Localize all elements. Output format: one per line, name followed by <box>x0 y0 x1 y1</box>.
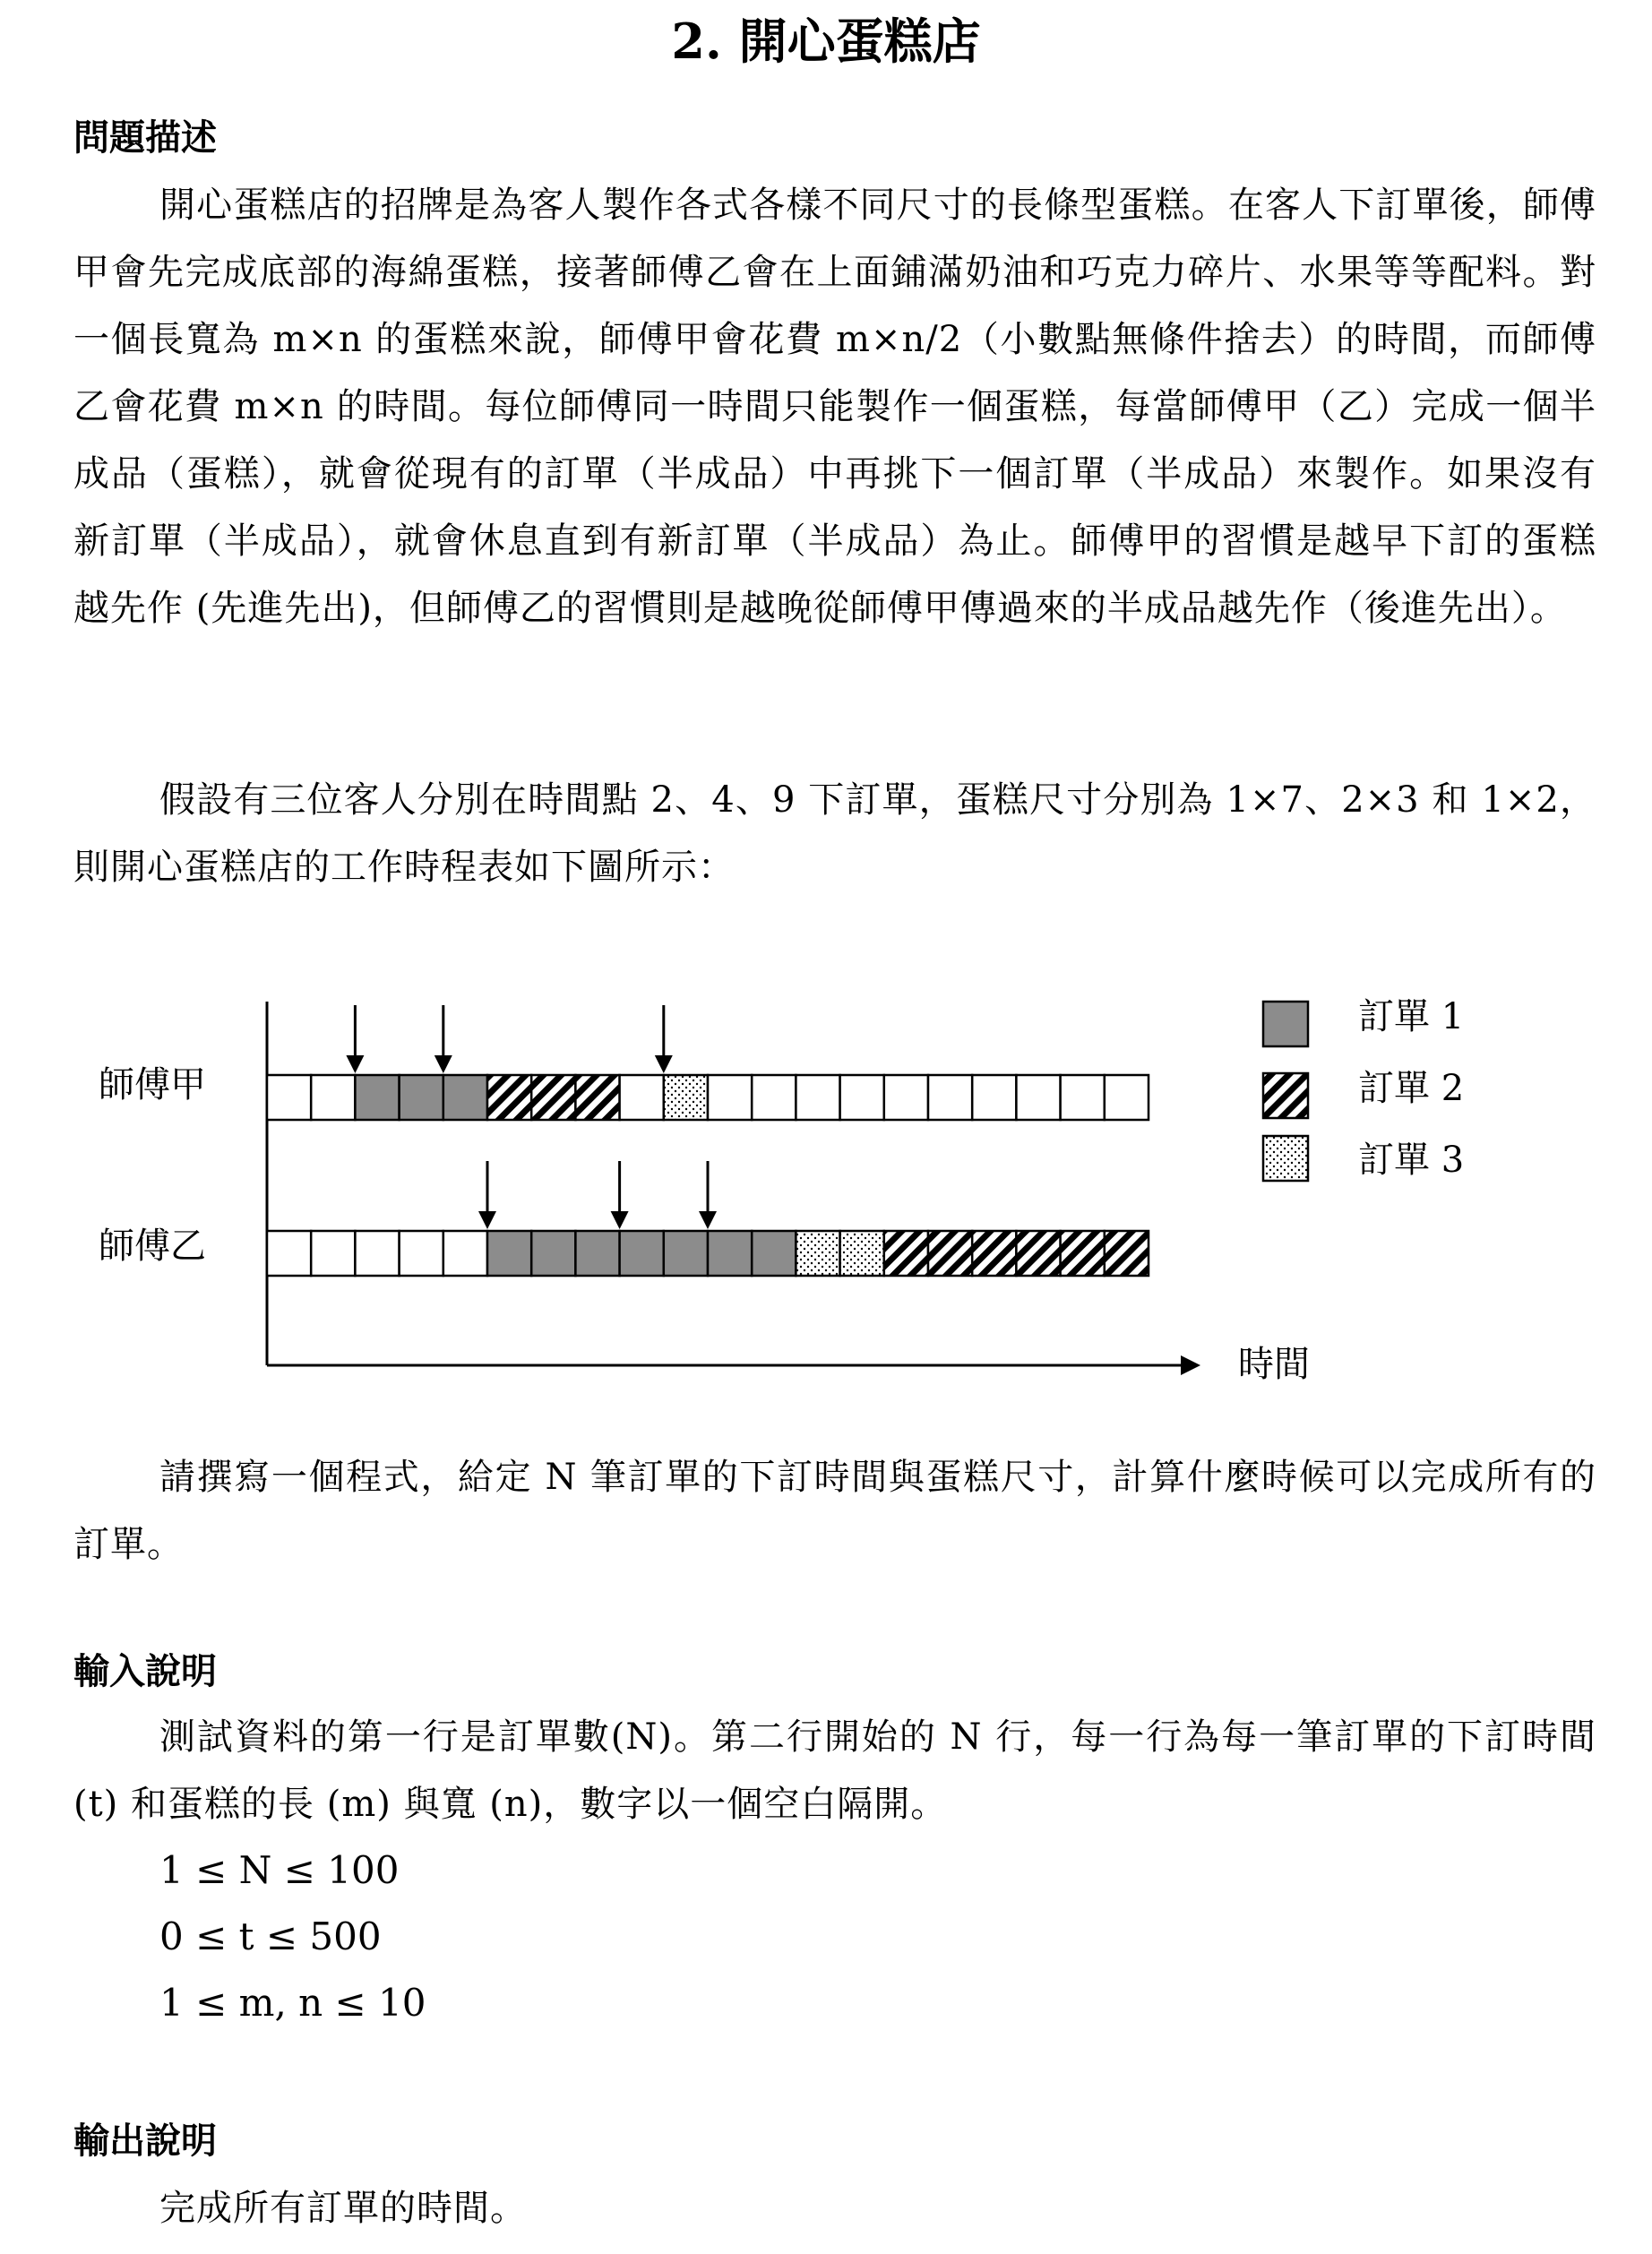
row-b-cell-10 <box>708 1231 752 1276</box>
row-b-cell-9 <box>664 1231 708 1276</box>
row-b-cell-11 <box>752 1231 796 1276</box>
row-b-cell-4 <box>443 1231 487 1276</box>
row-b-cell-6 <box>531 1231 575 1276</box>
row-a-cell-2 <box>355 1075 399 1120</box>
constraint-t: 0 ≤ t ≤ 500 <box>159 1914 382 1958</box>
row-a-arrowhead-0 <box>346 1055 364 1073</box>
row-a-label: 師傅甲 <box>99 1064 206 1105</box>
row-b-cell-16 <box>972 1231 1016 1276</box>
row-b-cell-18 <box>1061 1231 1105 1276</box>
constraint-n: 1 ≤ N ≤ 100 <box>159 1848 400 1892</box>
problem-paragraph-1: 開心蛋糕店的招牌是為客人製作各式各樣不同尺寸的長條型蛋糕。在客人下訂單後，師傅甲會先完成底部的海綿蛋糕，接著師傅乙會在上面鋪滿奶油和巧克力碎片、水果等等配料。對一個長寬為 m×n 的蛋糕來說，師傅甲會花費 m×n/2（小數點無條件捨去）的時間，而師傅乙會花費 m×n 的時間。每位師傅同一時間只能製作一個蛋糕，每當師傅甲（乙）完成一個半成品（蛋糕），就會從現有的訂單（半成品）中再挑下一個訂單（半成品）來製作。如果沒有新訂單（半成品），就會休息直到有新訂單（半成品）為止。師傅甲的習慣是越早下訂的蛋糕越先作 (先進先出)，但師傅乙的習慣則是越晚從師傅甲傳過來的半成品越先作（後進先出）。 <box>73 185 1596 629</box>
output-paragraph: 完成所有訂單的時間。 <box>159 2188 527 2229</box>
row-a-cell-3 <box>400 1075 443 1120</box>
row-a-cell-15 <box>928 1075 972 1120</box>
row-a-cell-11 <box>752 1075 796 1120</box>
constraint-mn: 1 ≤ m, n ≤ 10 <box>159 1981 426 2025</box>
row-a-cell-5 <box>487 1075 531 1120</box>
legend-swatch-order-3 <box>1263 1136 1308 1181</box>
row-a-cell-7 <box>575 1075 619 1120</box>
row-a-arrows <box>346 1005 672 1073</box>
row-b-cell-8 <box>620 1231 664 1276</box>
row-a-cell-18 <box>1061 1075 1105 1120</box>
row-b-arrowhead-0 <box>478 1211 496 1229</box>
row-a-cell-8 <box>620 1075 664 1120</box>
x-axis-arrowhead <box>1181 1355 1200 1375</box>
problem-paragraph-2: 假設有三位客人分別在時間點 2、4、9 下訂單，蛋糕尺寸分別為 1×7、2×3 和 1×2，則開心蛋糕店的工作時程表如下圖所示： <box>73 779 1596 888</box>
input-paragraph: 測試資料的第一行是訂單數(N)。第二行開始的 N 行，每一行為每一筆訂單的下訂時間 (t) 和蛋糕的長 (m) 與寬 (n)，數字以一個空白隔開。 <box>73 1716 1596 1825</box>
legend-label-order-1: 訂單 1 <box>1358 996 1465 1037</box>
legend <box>1263 996 1464 1181</box>
row-a-arrowhead-1 <box>435 1055 452 1073</box>
page-title: 2. 開心蛋糕店 <box>671 13 981 70</box>
row-b-cell-17 <box>1016 1231 1060 1276</box>
row-a-cell-0 <box>267 1075 311 1120</box>
row-a-cell-14 <box>884 1075 928 1120</box>
legend-swatch-order-2 <box>1263 1073 1308 1118</box>
row-b-cell-1 <box>311 1231 355 1276</box>
row-b-arrowhead-2 <box>699 1211 717 1229</box>
input-heading: 輸入說明 <box>73 1650 217 1692</box>
row-a-cells <box>267 1075 1149 1120</box>
row-a-cell-12 <box>796 1075 839 1120</box>
axis-label: 時間 <box>1238 1344 1310 1385</box>
output-heading: 輸出說明 <box>73 2120 217 2162</box>
row-a-cell-10 <box>708 1075 752 1120</box>
row-b-cell-5 <box>487 1231 531 1276</box>
row-b-label: 師傅乙 <box>99 1226 206 1267</box>
row-a-cell-16 <box>972 1075 1016 1120</box>
row-b-cell-12 <box>796 1231 839 1276</box>
row-a-cell-17 <box>1016 1075 1060 1120</box>
row-b-arrows <box>478 1161 717 1229</box>
row-b-cell-13 <box>840 1231 884 1276</box>
legend-label-order-2: 訂單 2 <box>1358 1068 1465 1109</box>
row-a-cell-9 <box>664 1075 708 1120</box>
row-b-cell-2 <box>355 1231 399 1276</box>
row-a-cell-1 <box>311 1075 355 1120</box>
row-a-cell-4 <box>443 1075 487 1120</box>
row-b-cells <box>267 1231 1149 1276</box>
legend-label-order-3: 訂單 3 <box>1358 1140 1465 1181</box>
row-a-arrowhead-2 <box>655 1055 673 1073</box>
legend-swatch-order-1 <box>1263 1002 1308 1046</box>
row-b-cell-15 <box>928 1231 972 1276</box>
row-b-cell-7 <box>575 1231 619 1276</box>
row-b-cell-19 <box>1105 1231 1149 1276</box>
row-a-cell-13 <box>840 1075 884 1120</box>
row-b-arrowhead-1 <box>611 1211 629 1229</box>
row-b-cell-0 <box>267 1231 311 1276</box>
row-a-cell-19 <box>1105 1075 1149 1120</box>
row-b-cell-3 <box>400 1231 443 1276</box>
row-b-cell-14 <box>884 1231 928 1276</box>
problem-heading: 問題描述 <box>73 116 217 159</box>
row-a-cell-6 <box>531 1075 575 1120</box>
problem-paragraph-3: 請撰寫一個程式，給定 N 筆訂單的下訂時間與蛋糕尺寸，計算什麼時候可以完成所有的訂單。 <box>73 1457 1596 1565</box>
